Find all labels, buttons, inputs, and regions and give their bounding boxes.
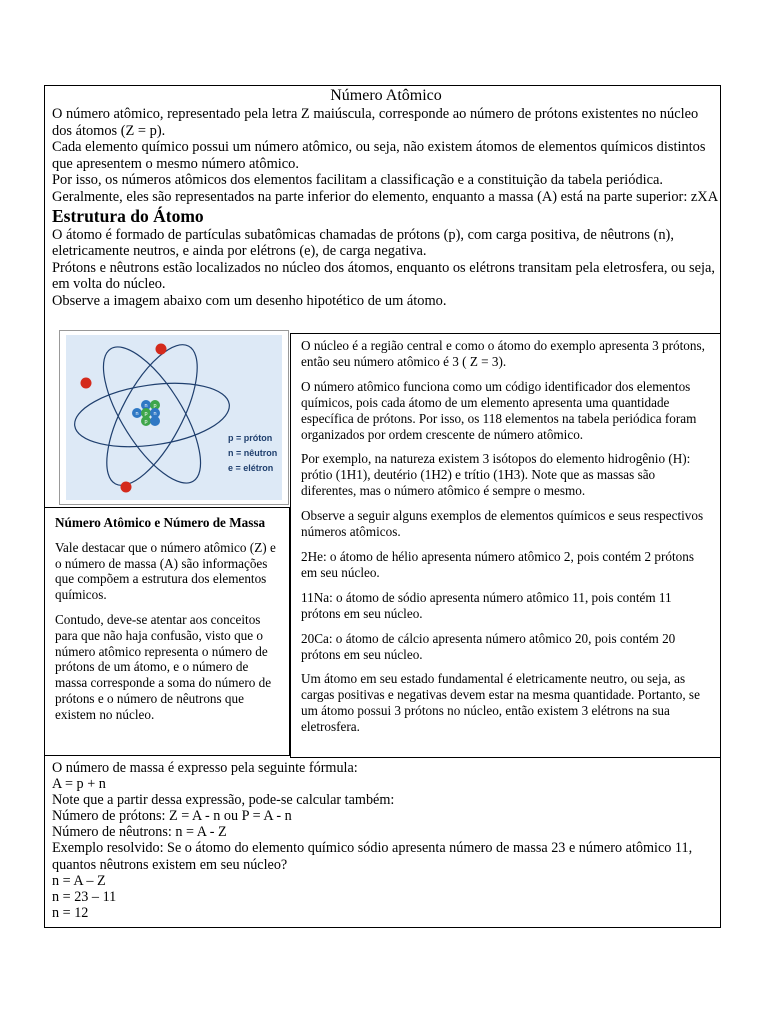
formula-line: Note que a partir dessa expressão, pode-se calcular também:	[52, 792, 395, 809]
sidebox-heading: Número Atômico e Número de Massa	[55, 515, 266, 530]
rightbox-paragraph: O núcleo é a região central e como o átomo do exemplo apresenta 3 prótons, então seu número atômico é 3 ( Z = 3).	[301, 338, 705, 369]
nucleus-label: n	[144, 403, 148, 409]
electron	[156, 344, 167, 355]
electron	[121, 482, 132, 493]
rightbox-paragraph: 2He: o átomo de hélio apresenta número atômico 2, pois contém 2 prótons em seu núcleo.	[301, 548, 694, 580]
intro-section	[52, 86, 720, 310]
legend-item: e = elétron	[228, 463, 274, 473]
mass-number-box	[44, 507, 290, 756]
formula-line: Exemplo resolvido: Se o átomo do elemento químico sódio apresenta número de massa 23 e número atômico 11, quantos nêutrons existem em seu núcleo?	[52, 840, 693, 873]
rightbox-paragraph: 11Na: o átomo de sódio apresenta número atômico 11, pois contém 11 prótons em seu núcleo.	[301, 589, 672, 621]
mass-formula-section	[52, 760, 720, 921]
legend-item: p = próton	[228, 433, 273, 443]
nucleus-label: p	[144, 411, 148, 417]
rightbox-paragraph: Por exemplo, na natureza existem 3 isótopos do elemento hidrogênio (H): prótio (1H1), deutério (1H2) e trítio (1H3). Note que as massas são diferentes, mas o número atômico é sempre o mesmo.	[301, 451, 691, 499]
page-title: Número Atômico	[330, 87, 442, 104]
atom-illustration	[66, 335, 282, 500]
legend-item: n = nêutron	[228, 448, 278, 458]
atomic-number-box	[290, 333, 721, 758]
sidebox-paragraph: Contudo, deve-se atentar aos conceitos para que não haja confusão, visto que o número atômico representa o número de prótons de um átomo, e o número de massa corresponde a soma do número de prótons e o número de nêutrons que existem no núcleo.	[55, 611, 272, 722]
atom-diagram	[66, 335, 282, 500]
formula-line: n = 23 – 11	[52, 888, 117, 905]
formula-line: n = A – Z	[52, 872, 106, 889]
intro-paragraph: Cada elemento químico possui um número atômico, ou seja, não existem átomos de elementos químicos distintos que apresentem o mesmo número atômico.	[52, 139, 706, 172]
formula-line: Número de prótons: Z = A - n ou P = A - n	[52, 808, 292, 825]
structure-paragraph: Observe a imagem abaixo com um desenho hipotético de um átomo.	[52, 292, 447, 309]
formula-line: A = p + n	[52, 776, 106, 793]
intro-paragraph: O número atômico, representado pela letra Z maiúscula, corresponde ao número de prótons existentes no núcleo dos átomos (Z = p).	[52, 106, 699, 139]
neutron	[150, 416, 160, 426]
rightbox-paragraph: 20Ca: o átomo de cálcio apresenta número atômico 20, pois contém 20 prótons em seu núcleo.	[301, 630, 676, 662]
formula-line: Número de nêutrons: n = A - Z	[52, 824, 227, 841]
nucleus	[132, 400, 160, 426]
nucleus-label: p	[153, 403, 157, 409]
nucleus-label: n	[135, 411, 139, 417]
section-heading: Estrutura do Átomo	[52, 205, 204, 226]
electron	[81, 378, 92, 389]
formula-line: n = 12	[52, 904, 89, 921]
structure-paragraph: O átomo é formado de partículas subatômicas chamadas de prótons (p), com carga positiva, de nêutrons (n), eletricamente neutros, e ainda por elétrons (e), de carga negativa.	[52, 226, 674, 260]
atom-legend	[228, 433, 277, 473]
rightbox-paragraph: Um átomo em seu estado fundamental é eletricamente neutro, ou seja, as cargas positivas e negativas devem estar na mesma quantidade. Portanto, se um átomo possui 3 prótons no núcleo, então existem 3 elétrons na sua eletrosfera.	[301, 671, 700, 735]
nucleus-label: p	[144, 419, 148, 425]
rightbox-paragraph: Observe a seguir alguns exemplos de elementos químicos e seus respectivos números atômicos.	[301, 508, 704, 540]
formula-line: O número de massa é expresso pela seguinte fórmula:	[52, 760, 358, 776]
intro-paragraph: Por isso, os números atômicos dos elementos facilitam a classificação e a constituição da tabela periódica.	[52, 172, 664, 189]
intro-paragraph: Geralmente, eles são representados na parte inferior do elemento, enquanto a massa (A) está na parte superior: zXA	[52, 188, 719, 205]
structure-paragraph: Prótons e nêutrons estão localizados no núcleo dos átomos, enquanto os elétrons transitam pela eletrosfera, ou seja, em volta do núcleo.	[52, 259, 715, 293]
atom-figure	[59, 330, 289, 505]
nucleus-label: n	[153, 411, 157, 417]
rightbox-paragraph: O número atômico funciona como um código identificador dos elementos químicos, pois cada átomo de um elemento apresenta uma quantidade específica de prótons. Por isso, os 118 elementos na tabela periódica foram organizados por ordem crescente de número atômico.	[301, 378, 697, 442]
sidebox-paragraph: Vale destacar que o número atômico (Z) e o número de massa (A) são informações que compõem a estrutura dos elementos químicos.	[55, 539, 276, 603]
